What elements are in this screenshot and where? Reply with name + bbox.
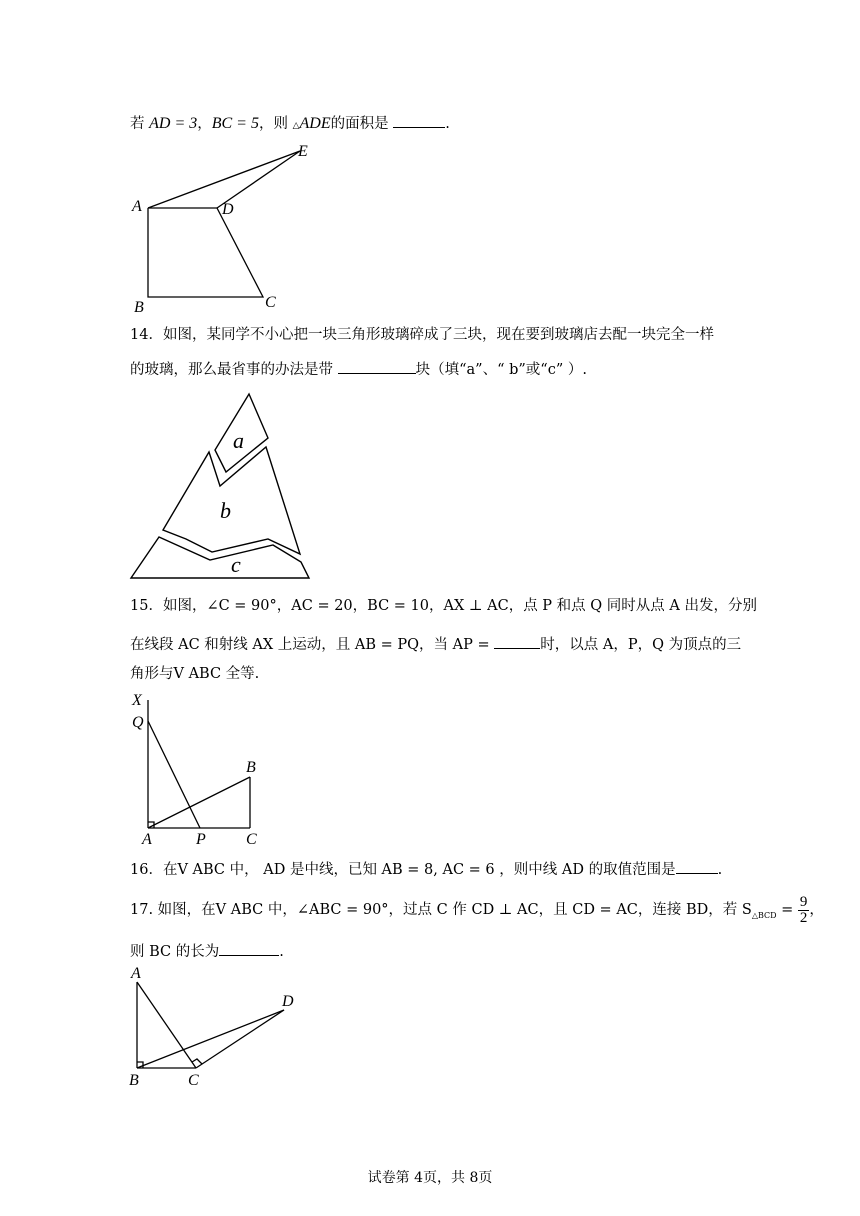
glass-piece-c — [131, 537, 309, 578]
q13-end: . — [445, 116, 450, 132]
q17-line2-pre: 则 BC 的长为 — [130, 944, 220, 960]
q17-figure — [128, 962, 318, 1092]
q17-label-B: B — [129, 1072, 139, 1089]
q17-fraction — [798, 895, 810, 926]
q14-line1: 14．如图，某同学不小心把一块三角形玻璃碎成了三块，现在要到玻璃店去配一块完全一样 — [130, 327, 714, 343]
q16-text — [130, 858, 722, 880]
q15-label-B: B — [246, 759, 256, 776]
q13-prefix: 若 — [130, 116, 150, 132]
q15-segment-AB — [148, 777, 250, 828]
q13-label-C: C — [265, 294, 276, 311]
q17-answer-blank[interactable] — [219, 940, 279, 956]
q17-label-C: C — [188, 1072, 199, 1089]
q17-label-A: A — [131, 965, 141, 982]
q17-fraction-denominator: 2 — [799, 909, 808, 926]
q13-text — [130, 112, 450, 136]
q13-triangle-name: ADE — [299, 115, 331, 132]
q16-answer-blank[interactable] — [676, 858, 718, 874]
q17-line1 — [130, 893, 824, 933]
q13-quadrilateral — [148, 208, 263, 297]
q17-segment-BD — [137, 1010, 284, 1068]
q14-line2 — [130, 358, 587, 380]
q13-cond2: BC = 5 — [211, 115, 259, 132]
q15-label-Q: Q — [132, 714, 144, 731]
q14-label-a: a — [233, 428, 244, 453]
q13-line-AE — [148, 151, 300, 208]
q13-mid: ，则 — [258, 116, 288, 132]
q17-line1-pre: 17. 如图，在V ABC 中，∠ABC = 90°，过点 C 作 CD ⊥ AC，且 CD = AC，连接 BD，若 S — [130, 902, 752, 918]
triangle-symbol: △ — [292, 121, 300, 131]
q17-fraction-numerator: 9 — [799, 893, 808, 910]
q15-label-P: P — [196, 831, 206, 848]
q15-figure — [128, 688, 278, 848]
q15-label-C: C — [246, 831, 257, 848]
q16-text-pre: 16．在V ABC 中， AD 是中线，已知 AB = 8, AC = 6 ，则中线 AD 的取值范围是 — [130, 862, 676, 878]
q13-label-E: E — [298, 143, 308, 160]
q17-line1-end: ， — [809, 902, 824, 918]
q14-label-b: b — [220, 498, 231, 523]
q13-line-DE — [217, 151, 300, 208]
q17-subscript: △BCD — [751, 910, 777, 920]
q13-suffix: 的面积是 — [330, 116, 389, 132]
q17-label-D: D — [282, 993, 294, 1010]
q13-answer-blank[interactable] — [393, 112, 445, 128]
q13-cond1: AD = 3 — [149, 115, 198, 132]
q17-segment-AC — [137, 982, 196, 1068]
q13-figure — [125, 140, 325, 315]
page-footer: 试卷第 4页，共 8页 — [367, 1170, 493, 1186]
q13-label-A: A — [132, 198, 142, 215]
q16-text-post: . — [717, 862, 723, 878]
q13-label-D: D — [222, 201, 234, 218]
q14-label-c: c — [231, 552, 241, 577]
q15-segment-PQ — [148, 721, 200, 828]
q15-label-A: A — [142, 831, 152, 848]
q15-line3: 角形与V ABC 全等. — [130, 666, 260, 682]
q17-line2-post: . — [279, 944, 284, 960]
q15-label-X: X — [132, 692, 142, 709]
q15-line2-pre: 在线段 AC 和射线 AX 上运动，且 AB = PQ，当 AP = — [130, 637, 490, 653]
q17-line2 — [130, 940, 284, 962]
q17-eq: = — [776, 902, 794, 918]
q15-line2-post: 时，以点 A，P，Q 为顶点的三 — [540, 637, 742, 653]
q13-label-B: B — [134, 299, 144, 316]
glass-piece-b — [163, 447, 300, 554]
q14-answer-blank[interactable] — [338, 358, 416, 374]
q14-line2-post: 块（填“a”、“ b”或“c” ）. — [415, 362, 587, 378]
q15-answer-blank[interactable] — [494, 633, 540, 649]
q15-line1: 15．如图，∠C = 90°，AC = 20，BC = 10，AX ⊥ AC，点 P 和点 Q 同时从点 A 出发，分别 — [130, 598, 757, 614]
q14-line2-pre: 的玻璃，那么最省事的办法是带 — [130, 362, 333, 378]
q15-line2 — [130, 633, 741, 655]
q14-figure — [128, 390, 318, 585]
q13-sep: ， — [197, 116, 212, 132]
